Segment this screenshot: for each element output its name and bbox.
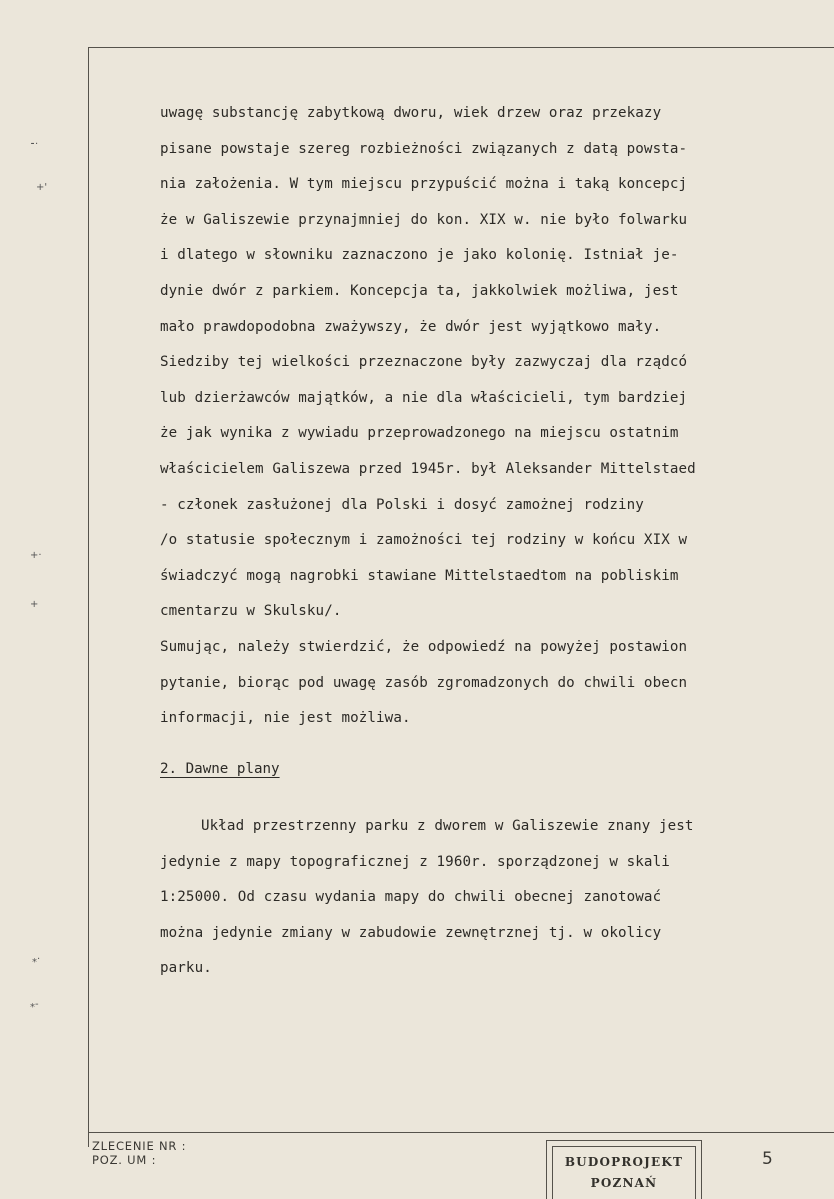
body-line: pytanie, biorąc pod uwagę zasób zgromadzonych do chwili obecn [160, 674, 688, 691]
section-line: 1:25000. Od czasu wydania mapy do chwili obecnej zanotować [160, 889, 662, 906]
body-line: cmentarzu w Skulsku/. [160, 603, 342, 620]
body-line: dynie dwór z parkiem. Koncepcja ta, jakkolwiek możliwa, jest [160, 282, 679, 299]
section-line: można jedynie zmiany w zabudowie zewnętrznej tj. w okolicy [160, 924, 662, 941]
body-line: uwagę substancję zabytkową dworu, wiek drzew oraz przekazy [160, 105, 662, 121]
body-line: że w Galiszewie przynajmniej do kon. XIX w. nie było folwarku [160, 211, 688, 228]
body-line: świadczyć mogą nagrobki stawiane Mittelstaedtom na pobliskim [160, 567, 679, 584]
body-line: i dlatego w słowniku zaznaczono je jako kolonię. Istniał je- [160, 247, 679, 264]
company-city: POZNAŃ [590, 1176, 658, 1190]
margin-mark: ⁎- [30, 999, 39, 1010]
order-number-label: ZLECENIE NR : [92, 1139, 187, 1153]
section-line: Układ przestrzenny parku z dworem w Galiszewie znany jest [201, 818, 694, 834]
margin-mark: +· [30, 550, 42, 561]
body-line: mało prawdopodobna zważywszy, że dwór jest wyjątkowo mały. [160, 318, 662, 335]
section-line: jedynie z mapy topograficznej z 1960r. sporządzonej w skali [160, 853, 670, 870]
section-line: parku. [160, 960, 212, 977]
body-line: informacji, nie jest możliwa. [160, 710, 411, 727]
body-line: Sumując, należy stwierdzić, że odpowiedź na powyżej postawion [160, 638, 688, 655]
margin-mark: + [30, 599, 39, 610]
document-body [160, 96, 820, 737]
margin-mark: ⁃· [30, 139, 39, 150]
footer-rule [88, 1132, 834, 1133]
section-heading: 2. Dawne plany [160, 761, 280, 777]
body-line: nia założenia. W tym miejscu przypuścić można i taką koncepcj [160, 176, 688, 193]
position-label: POZ. UM : [92, 1153, 157, 1167]
section-body [160, 809, 820, 987]
body-line: pisane powstaje szereg rozbieżności związanych z datą powsta- [160, 140, 688, 157]
company-name: BUDOPROJEKT [564, 1155, 684, 1169]
margin-mark: +' [36, 182, 48, 193]
body-line: Siedziby tej wielkości przeznaczone były zazwyczaj dla rządcó [160, 354, 688, 371]
company-stamp [552, 1146, 696, 1199]
body-line: lub dzierżawców majątków, a nie dla właścicieli, tym bardziej [160, 389, 688, 406]
page-number: 5 [762, 1149, 773, 1169]
margin-mark: ⁎· [32, 954, 41, 965]
order-info [92, 1139, 186, 1167]
body-line: że jak wynika z wywiadu przeprowadzonego na miejscu ostatnim [160, 425, 679, 442]
body-line: /o statusie społecznym i zamożności tej rodziny w końcu XIX w [160, 532, 688, 549]
body-line: - członek zasłużonej dla Polski i dosyć zamożnej rodziny [160, 496, 644, 513]
body-line: właścicielem Galiszewa przed 1945r. był Aleksander Mittelstaed [160, 460, 696, 477]
